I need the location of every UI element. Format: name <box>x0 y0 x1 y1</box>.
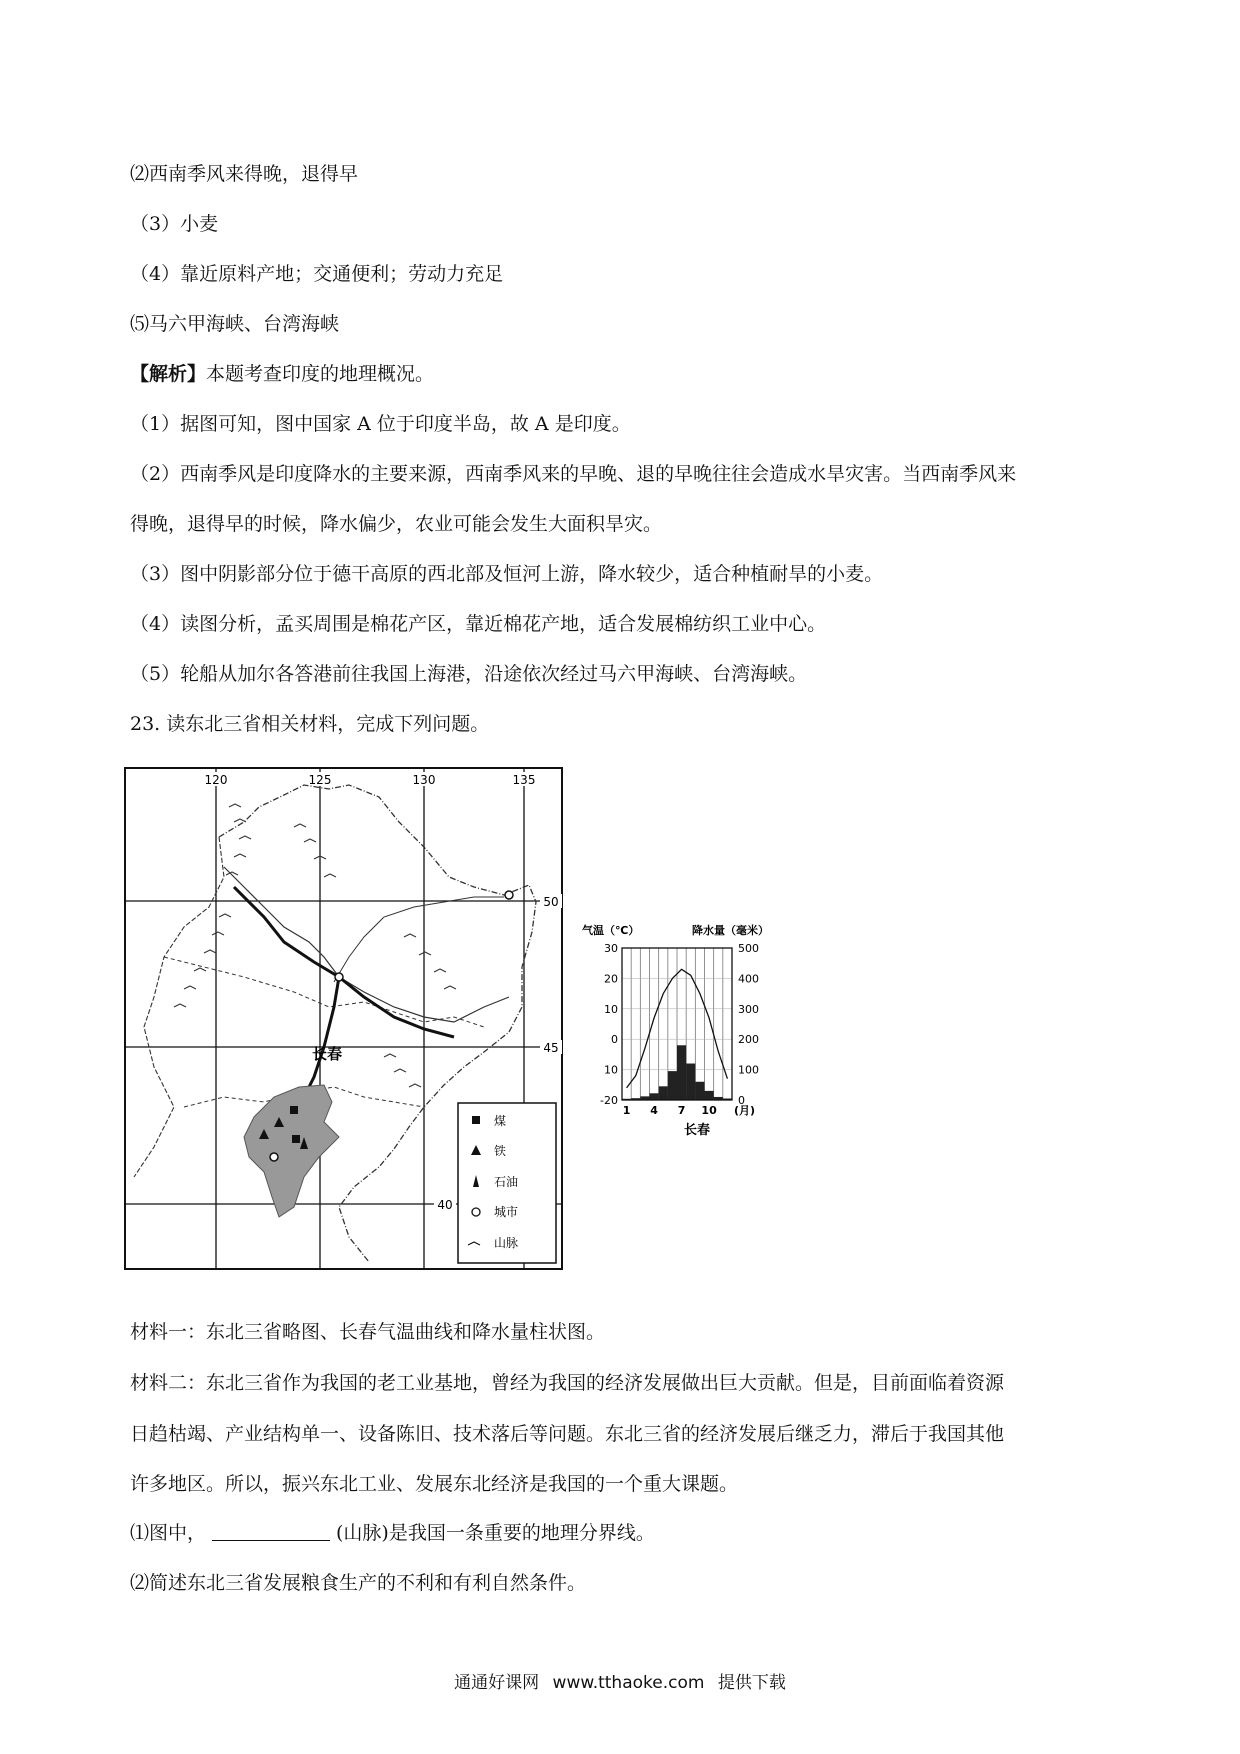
answer-blank[interactable] <box>212 1522 330 1541</box>
precip-bar <box>650 1093 659 1100</box>
answer-2: ⑵西南季风来得晚，退得早 <box>130 163 359 185</box>
precip-bar <box>705 1091 714 1100</box>
question-1-suffix: (山脉)是我国一条重要的地理分界线。 <box>336 1522 655 1544</box>
precip-bar <box>659 1086 668 1100</box>
precip-tick-label: 300 <box>738 1002 759 1016</box>
coal-square-icon <box>290 1106 298 1114</box>
climate-chart <box>582 922 812 1142</box>
question-1 <box>130 1521 655 1545</box>
precip-tick-label: 100 <box>738 1063 759 1077</box>
month-tick-label: 1 <box>622 1104 631 1117</box>
analysis-line: （4）读图分析，孟买周围是棉花产区，靠近棉花产地，适合发展棉纺织工业中心。 <box>130 613 827 635</box>
question-1-prefix: ⑴图中， <box>130 1522 207 1544</box>
month-tick-label: 4 <box>650 1104 658 1117</box>
chart-title: 长春 <box>683 1123 711 1138</box>
footer-site: 通通好课网 <box>454 1673 540 1693</box>
material-2-line: 材料二：东北三省作为我国的老工业基地，曾经为我国的经济发展做出巨大贡献。但是，目前面临着资源 <box>130 1372 1005 1394</box>
latitude-label: 40 <box>437 1198 453 1212</box>
longitude-label: 130 <box>412 773 436 787</box>
longitude-label: 125 <box>308 773 332 787</box>
temp-tick-label: 20 <box>604 972 618 986</box>
temp-tick-label: 10 <box>604 1002 618 1016</box>
footer-note: 提供下载 <box>717 1673 786 1693</box>
longitude-label: 120 <box>204 773 228 787</box>
month-tick-label: 7 <box>677 1104 686 1117</box>
legend-label: 山脉 <box>494 1236 519 1250</box>
latitude-label: 50 <box>543 895 559 909</box>
city-circle-icon <box>270 1153 278 1161</box>
coal-square-icon <box>472 1116 480 1124</box>
city-circle-icon <box>335 973 343 981</box>
analysis-line: 得晚，退得早的时候，降水偏少，农业可能会发生大面积旱灾。 <box>130 513 663 535</box>
precip-bar <box>668 1071 677 1100</box>
changchun-label: 长春 <box>312 1045 343 1063</box>
precip-bar <box>677 1045 686 1100</box>
answer-5: ⑸马六甲海峡、台湾海峡 <box>130 313 340 335</box>
city-circle-icon <box>505 891 513 899</box>
precip-tick-label: 400 <box>738 972 759 986</box>
question-2: ⑵简述东北三省发展粮食生产的不利和有利自然条件。 <box>130 1572 587 1594</box>
precip-tick-label: 500 <box>738 942 759 955</box>
page-footer <box>0 1668 1240 1693</box>
material-2-line: 许多地区。所以，振兴东北工业、发展东北经济是我国的一个重大课题。 <box>130 1473 739 1495</box>
longitude-label: 135 <box>512 773 536 787</box>
temp-tick-label: 0 <box>611 1033 618 1047</box>
legend-label: 城市 <box>494 1205 519 1219</box>
legend-label: 煤 <box>494 1114 507 1128</box>
temp-axis-label: 气温（℃） <box>582 924 640 937</box>
latitude-label: 45 <box>543 1041 559 1055</box>
city-circle-icon <box>472 1208 480 1216</box>
answer-3: （3）小麦 <box>130 213 219 235</box>
precip-bar <box>686 1064 695 1100</box>
precip-axis-label: 降水量（毫米） <box>692 924 769 937</box>
analysis-line: （5）轮船从加尔各答港前往我国上海港，沿途依次经过马六甲海峡、台湾海峡。 <box>130 663 808 685</box>
x-axis-unit: (月) <box>734 1104 756 1117</box>
analysis-line: （2）西南季风是印度降水的主要来源，西南季风来的早晚、退的早晚往往会造成水旱灾害。当西南季风来 <box>130 463 1017 485</box>
month-tick-label: 10 <box>701 1104 717 1117</box>
plot-area <box>600 942 759 1117</box>
map-legend <box>458 1103 556 1263</box>
legend-label: 铁 <box>494 1144 507 1158</box>
precip-tick-label: 200 <box>738 1033 759 1047</box>
legend-label: 石油 <box>494 1175 519 1189</box>
answer-4: （4）靠近原料产地；交通便利；劳动力充足 <box>130 263 504 285</box>
analysis-line: （1）据图可知，图中国家 A 位于印度半岛，故 A 是印度。 <box>130 413 631 435</box>
precip-bar <box>695 1082 704 1100</box>
temp-tick-label: -20 <box>600 1094 618 1107</box>
coal-square-icon <box>292 1135 300 1143</box>
analysis-tag: 【解析】 <box>130 363 207 385</box>
analysis-intro: 本题考查印度的地理概况。 <box>206 363 435 385</box>
material-1: 材料一：东北三省略图、长春气温曲线和降水量柱状图。 <box>130 1321 606 1343</box>
material-2-line: 日趋枯竭、产业结构单一、设备陈旧、技术落后等问题。东北三省的经济发展后继乏力，滞后于我国其他 <box>130 1423 1005 1445</box>
precip-tick-label: 0 <box>738 1094 745 1107</box>
temp-tick-label: 30 <box>604 942 618 955</box>
northeast-china-map <box>124 767 564 1271</box>
question-title: 23. 读东北三省相关材料，完成下列问题。 <box>130 713 490 735</box>
analysis-heading <box>130 362 434 386</box>
footer-url[interactable]: www.tthaoke.com <box>552 1673 705 1693</box>
temp-tick-label: 10 <box>604 1063 618 1077</box>
analysis-line: （3）图中阴影部分位于德干高原的西北部及恒河上游，降水较少，适合种植耐旱的小麦。 <box>130 563 884 585</box>
